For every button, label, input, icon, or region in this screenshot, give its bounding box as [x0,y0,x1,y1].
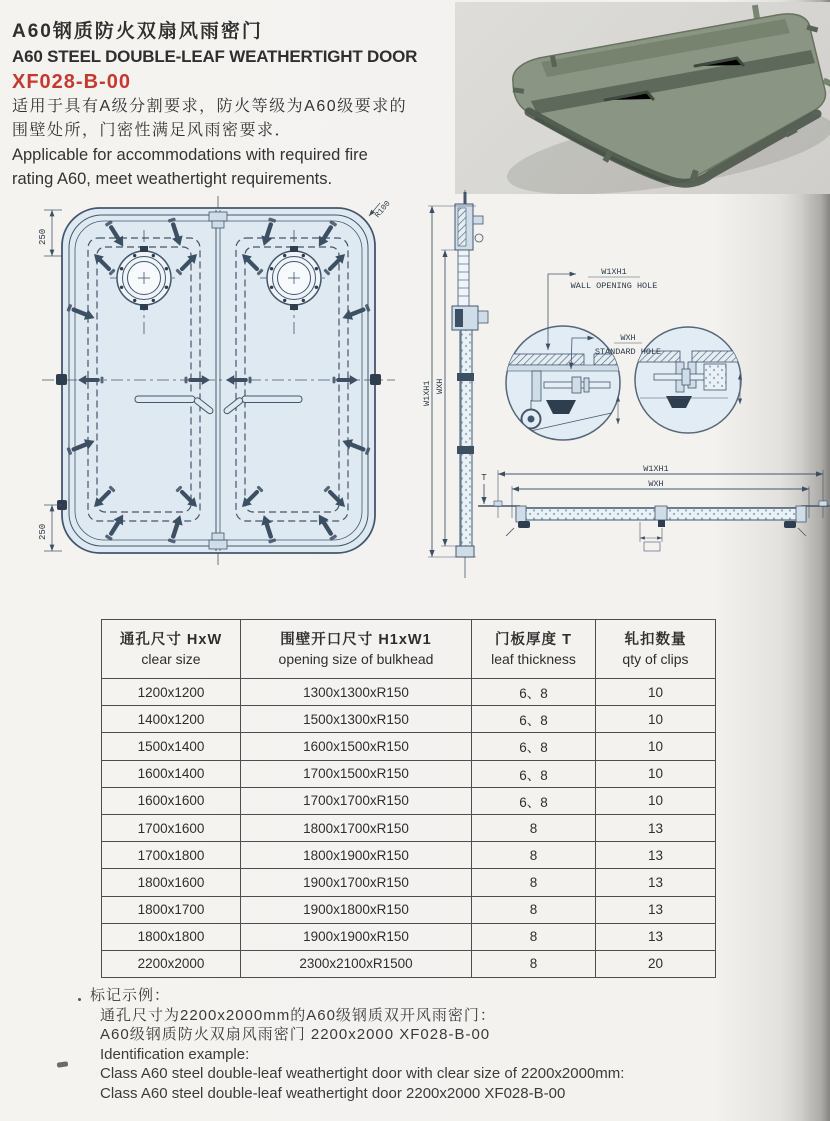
spec-cell: 8 [472,950,596,977]
description-en-line2: rating A60, meet weathertight requirements. [12,170,333,188]
col-header-leaf-thickness [472,620,596,679]
header [12,20,472,191]
spec-cell: 20 [596,950,716,977]
technical-drawing [28,188,830,600]
spec-cell: 8 [472,869,596,896]
table-row [102,923,716,950]
table-row [102,706,716,733]
spec-cell: 2200x2000 [102,950,241,977]
spec-cell: 13 [596,842,716,869]
spec-cell: 13 [596,923,716,950]
section-dim-inner: WXH [648,479,664,489]
footer-zh-line2: 通孔尺寸为2200x2000mm的A60级钢质双开风雨密门： [100,1006,496,1024]
dim-250-bottom: 250 [38,523,48,540]
front-view [38,196,395,565]
spec-cell: 1600x1500xR150 [241,733,472,760]
table-row [102,869,716,896]
table-row [102,733,716,760]
table-row [102,679,716,706]
scan-artifact [57,1061,69,1067]
spec-cell: 1800x1900xR150 [241,842,472,869]
spec-cell: 1800x1700xR150 [241,814,472,841]
page-title-zh: A60钢质防火双扇风雨密门 [12,21,263,42]
detail-label1-title: W1XH1 [601,267,627,277]
spec-cell: 1800x1800 [102,923,241,950]
detail-circle-2 [635,327,741,433]
spec-cell: 6、8 [472,787,596,814]
detail-label2-title: WXH [620,333,636,343]
spec-cell: 13 [596,896,716,923]
section-dim-outer: W1XH1 [643,464,669,474]
spec-cell: 13 [596,869,716,896]
dim-250-top: 250 [38,228,48,245]
spec-cell: 10 [596,787,716,814]
model-code: XF028-B-00 [12,71,131,93]
col-header-clear-size [102,620,241,679]
spec-cell: 8 [472,842,596,869]
table-row [102,760,716,787]
spec-cell: 1900x1900xR150 [241,923,472,950]
detail-circle-1 [504,326,622,440]
footer-en-title: Identification example: [100,1045,250,1063]
detail-label1-sub: WALL OPENING HOLE [570,281,658,291]
spec-cell: 10 [596,706,716,733]
spec-cell: 10 [596,733,716,760]
spec-cell: 1700x1800 [102,842,241,869]
col-header-zh: 轧扣数量 [624,632,687,648]
col-header-en: leaf thickness [491,651,576,667]
spec-cell: 1600x1400 [102,760,241,787]
spec-cell: 8 [472,814,596,841]
detail-label2-sub: STANDARD HOLE [594,347,662,357]
footer-en-line2: Class A60 steel double-leaf weathertight door with clear size of 2200x2000mm: [100,1065,625,1083]
horizontal-section-view [478,464,830,551]
product-photo [455,2,830,194]
spec-cell: 13 [596,814,716,841]
spec-cell: 6、8 [472,733,596,760]
spec-cell: 1700x1700xR150 [241,787,472,814]
footer-zh-line3: A60级钢质防火双扇风雨密门 2200x2000 XF028-B-00 [100,1026,491,1044]
spec-cell: 6、8 [472,706,596,733]
spec-cell: 10 [596,760,716,787]
col-header-en: clear size [141,651,201,667]
footer-en-line3: Class A60 steel double-leaf weathertight door 2200x2000 XF028-B-00 [100,1084,566,1102]
spec-cell: 1900x1800xR150 [241,896,472,923]
col-header-opening-size [241,620,472,679]
spec-cell: 1400x1200 [102,706,241,733]
spec-cell: 10 [596,679,716,706]
table-row [102,896,716,923]
description-zh-line1: 适用于具有A级分割要求，防火等级为A60级要求的 [12,98,408,115]
col-header-en: opening size of bulkhead [278,651,434,667]
spec-cell: 1700x1600 [102,814,241,841]
footer-zh-title: 标记示例： [90,986,624,1006]
page-title-en: A60 STEEL DOUBLE-LEAF WEATHERTIGHT DOOR [12,47,418,66]
spec-cell: 6、8 [472,679,596,706]
spec-cell: 8 [472,896,596,923]
col-header-zh: 围壁开口尺寸 H1xW1 [280,632,432,648]
spec-cell: 1300x1300xR150 [241,679,472,706]
spec-cell: 1900x1700xR150 [241,869,472,896]
side-dim-inner: WXH [435,378,445,394]
table-row [102,814,716,841]
col-header-en: qty of clips [622,651,689,667]
dim-corner-radius: R100 [373,199,393,220]
col-header-qty-clips [596,620,716,679]
description-zh-line2: 围壁处所，门密性满足风雨密要求． [12,122,293,139]
side-dim-outer: W1XH1 [422,380,432,406]
spec-cell: 1500x1300xR150 [241,706,472,733]
spec-cell: 1600x1600 [102,787,241,814]
spec-cell: 8 [472,923,596,950]
spec-cell: 1500x1400 [102,733,241,760]
spec-cell: 1800x1600 [102,869,241,896]
table-row [102,950,716,977]
section-thickness-label: T [481,473,487,483]
identification-example [86,986,624,1104]
table-header-row [102,620,716,679]
spec-table [101,619,716,978]
spec-cell: 6、8 [472,760,596,787]
side-section-view [422,190,488,578]
spec-cell: 1700x1500xR150 [241,760,472,787]
spec-cell: 1800x1700 [102,896,241,923]
col-header-zh: 门板厚度 T [495,632,572,648]
door-photo-illustration [455,2,830,194]
spec-cell: 1200x1200 [102,679,241,706]
table-row [102,787,716,814]
table-row [102,842,716,869]
col-header-zh: 通孔尺寸 HxW [119,632,223,648]
description-en-line1: Applicable for accommodations with required fire [12,146,368,164]
spec-cell: 2300x2100xR1500 [241,950,472,977]
